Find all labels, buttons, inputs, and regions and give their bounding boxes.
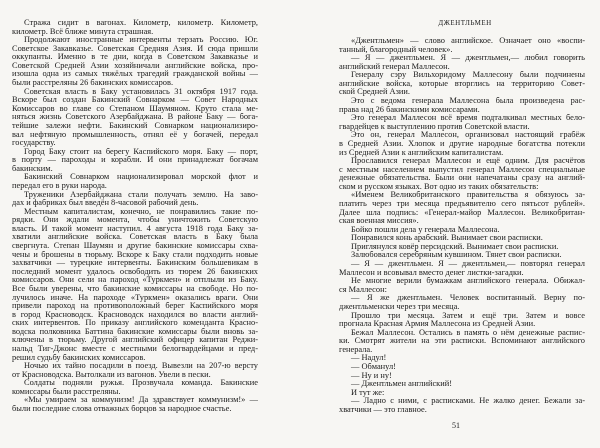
text-line: Советское Закавказье. Советская Средняя Азия. И сюда пришли (12, 44, 258, 53)
text-line: Солдаты подняли ружья. Прозвучала команда. Бакинские (24, 379, 258, 388)
text-line: комиссаров. Они сели на пароход «Туркмен» и отплыли из Баку. (12, 276, 258, 285)
paragraph (12, 362, 258, 379)
text-line: права над 26 бакинскими комиссарами. (339, 105, 480, 114)
text-line: бакинским. (12, 164, 53, 173)
text-line: Не многие верили бумажкам английского генерала. Обижал- (351, 277, 585, 286)
paragraph (339, 234, 585, 243)
paragraph (339, 131, 585, 157)
text-line: — Ну и ну! (351, 371, 392, 380)
text-line: Стража сидит в вагонах. Километр, километр. Километр, (24, 19, 258, 27)
page-number: 51 (452, 421, 460, 430)
text-line: Бежал Маллесон. Остались в память о нём денежные распис- (351, 328, 585, 337)
paragraph (339, 71, 585, 97)
text-line: свергнута. Степан Шаумян и другие бакинские комиссары схва- (12, 242, 258, 251)
text-line: Бакинский Совнарком национализировал морской флот и (24, 173, 258, 182)
paragraph (339, 354, 585, 363)
text-line: английские войска, которые вторглись на территорию Совет- (339, 79, 585, 88)
text-line: Ночью их тайно посадили в поезд. Вывезли на 207-ю версту (24, 362, 258, 371)
right-page-body (339, 37, 585, 414)
text-line: из Средней Азии к английским капиталистам. (339, 148, 504, 157)
text-line: изошла одна из самых тяжёлых трагедий гражданской войны — (12, 70, 258, 79)
text-line: водска полковника Баттина бакинские комиссары были вновь за- (12, 327, 258, 336)
paragraph (12, 36, 258, 87)
text-line: — Ладно с ними, с расписками. Не жалко денег. Бежали за- (351, 397, 585, 406)
paragraph (339, 37, 585, 54)
text-line: чены и брошены в тюрьму. Вскоре к Баку стали подходить новые (12, 250, 258, 259)
text-line: Генералу сэру Вильхоридому Маллесону были подчинены (351, 71, 585, 80)
text-line: нальд Тиг-Джонс вместе с местными белогвардейцами и пред- (12, 344, 258, 353)
paragraph (339, 294, 585, 311)
text-line: танный, благородный человек». (339, 45, 453, 54)
text-line: — Обманул! (351, 362, 396, 371)
right-page (300, 0, 600, 448)
paragraph (339, 363, 585, 372)
paragraph (12, 19, 258, 36)
text-line: Советская власть в Баку установилась 31 октября 1917 года. (24, 87, 258, 96)
text-line: хватили английские войска. Советская власть в Баку была (12, 233, 258, 242)
text-line: Маллесон и всовывал вместо денег листки-загадки. (339, 268, 524, 277)
paragraph (339, 114, 585, 131)
text-line: — Джентльмен английский! (351, 380, 452, 389)
paragraph (339, 251, 585, 260)
running-head: ДЖЕНТЛЬМЕН (438, 19, 492, 27)
text-line: Это с ведома генерала Маллесона была произведена рас- (351, 97, 585, 106)
text-line: «Джентльмен» — слово английское. Означает оно «воспи- (351, 37, 585, 45)
text-line: Советской Средней Азии хозяйничали английские войска, про- (12, 61, 258, 70)
text-line: Приглянулся ковёр персидский. Вынимает свои расписки. (351, 242, 559, 251)
text-line: в город Красноводск. Красноводск находился во власти англий- (12, 310, 258, 319)
text-line: Местным капиталистам, конечно, не понравились такие по- (24, 207, 258, 216)
text-line: Понравился конь арабский. Вынимает свои расписки. (351, 234, 543, 243)
text-line: ском и русском языках. Вот одно из таких обязательств: (339, 182, 539, 191)
text-line: гвардейцев к выступлению против Советской власти. (339, 122, 530, 131)
text-line: джентльменски через три месяца. (339, 302, 460, 311)
text-line: привели пароход на противоположный берег Каспийского моря (12, 302, 258, 311)
paragraph (339, 277, 585, 294)
text-line: ской Средней Азии. (339, 88, 410, 97)
text-line: денежные обязательства. Были они напечатаны сразу на англий- (339, 174, 585, 183)
text-line: ки. Смотрят жители на эти расписки. Вспоминают английского (339, 337, 585, 346)
text-line: в Средней Азии. Хлопок и другие народные богатства потекли (339, 139, 585, 148)
text-line: Прославился генерал Маллесон и ещё одним. Для расчётов (351, 157, 585, 166)
text-line: генерала. (339, 345, 373, 354)
paragraph (339, 372, 585, 381)
text-line: Прошло три месяца. Затем и ещё три. Затем и вовсе (351, 311, 585, 320)
text-line: — Надул! (351, 354, 387, 363)
paragraph (339, 329, 585, 355)
text-line: километр. Всё ближе минута страшная. (12, 27, 154, 36)
text-line: — Я — джентльмен. Я — джентльмен,— любил говорить (351, 54, 585, 63)
text-line: ская военная миссия». (339, 217, 419, 226)
paragraph (339, 97, 585, 114)
text-line: Продолжают иностранные интервенты терзать Россию. Юг. (24, 36, 258, 45)
text-line: прогнала Красная Армия Маллесона из Средней Азии. (339, 320, 536, 329)
text-line: Город Баку стоит на берегу Каспийского моря. Баку — порт, (24, 147, 258, 156)
text-line: комиссары были расстреляны. (12, 387, 121, 396)
text-line: дах и фабриках был введён 8-часовой рабочий день. (12, 199, 199, 208)
paragraph (339, 389, 585, 398)
text-line: вал нефтяную промышленность, отнял её у богачей, передал (12, 130, 258, 139)
paragraph (339, 312, 585, 329)
text-line: платить через три месяца предъявителю сего пятьсот рублей». (339, 199, 585, 208)
text-line: Залюбовался серебряным кувшином. Тянет свои расписки. (351, 251, 562, 260)
text-line: оккупанты. Именно в те дни, когда в Советском Закавказье и (12, 53, 258, 62)
text-line: последний момент удалось освободить из тюрем 26 бакинских (12, 267, 258, 276)
paragraph (339, 260, 585, 277)
paragraph (339, 157, 585, 191)
text-line: были последние слова отважных борцов за народное счастье. (12, 405, 232, 414)
text-line: Комиссаров во главе со Степаном Шаумяном. Круто стала ме- (12, 104, 258, 113)
paragraph (12, 396, 258, 413)
paragraph (12, 208, 258, 362)
text-line: решил судьбу бакинских комиссаров. (12, 353, 146, 362)
paragraph (12, 173, 258, 190)
paragraph (339, 397, 585, 414)
text-line: лучилось иначе. На пароходе «Туркмен» оказались враги. Они (12, 293, 258, 302)
paragraph (12, 88, 258, 148)
text-line: рядки. Они ждали момента, чтобы уничтожить Советскую (12, 216, 258, 225)
text-line: Это генерал Маллесон всё время подталкивал местных бело- (351, 114, 585, 123)
paragraph (339, 54, 585, 71)
text-line: захватчики — турецкие интервенты. Бакинским большевикам в (12, 259, 258, 268)
text-line: с местным населением выпустил генерал Маллесон специальные (339, 165, 585, 174)
text-line: Труженики Азербайджана стали получать землю. На заво- (24, 190, 258, 199)
text-line: ся Маллесон: (339, 285, 387, 294)
paragraph (339, 380, 585, 389)
text-line: от Красноводска. Вытолкали из вагонов. Увели в пески. (12, 370, 211, 379)
text-line: передал его в руки народа. (12, 181, 107, 190)
paragraph (339, 226, 585, 235)
text-line: государству. (12, 139, 56, 148)
text-line: — Я же джентльмен. Человек воспитанный. Верну по- (351, 294, 585, 303)
text-line: Вскоре был создан Бакинский Совнарком — Совет Народных (12, 96, 258, 105)
text-line: няться жизнь Советского Азербайджана. В районе Баку — бога- (12, 113, 258, 122)
text-line: ских интервентов. По приказу английского коменданта Красно- (12, 319, 258, 328)
text-line: Все были уверены, что бакинские комиссары на свободе. Но по- (12, 284, 258, 293)
paragraph (339, 243, 585, 252)
text-line: в порту — пароходы и корабли. И они принадлежат богачам (12, 156, 258, 165)
paragraph (12, 148, 258, 174)
text-line: хватчики — это главное. (339, 405, 427, 414)
text-line: «Именем Великобританского правительства я обязуюсь за- (351, 191, 585, 200)
text-line: ключены в тюрьму. Другой английский офицер капитан Реджи- (12, 336, 258, 345)
text-line: Далее шла подпись: «Генерал-майор Маллесон. Великобритан- (339, 208, 585, 217)
text-line: тейшие залежи нефти. Бакинский Совнарком национализиро- (12, 121, 258, 130)
text-line: И тут же: (351, 388, 385, 397)
text-line: — Я — джентльмен. Я — джентльмен,— повторял генерал (351, 260, 585, 269)
text-line: английский генерал Маллесон. (339, 62, 450, 71)
paragraph (12, 379, 258, 396)
text-line: власть. И такой момент наступил. 4 августа 1918 года Баку за- (12, 224, 258, 233)
text-line: Бойко пошли дела у генерала Маллесона. (351, 225, 500, 234)
left-page-body (12, 19, 258, 414)
text-line: Это он, генерал Маллесон, организовал настоящий грабёж (351, 131, 585, 140)
text-line: «Мы умираем за коммунизм! Да здравствует коммунизм!» — (24, 396, 258, 405)
paragraph (339, 191, 585, 225)
paragraph (12, 191, 258, 208)
text-line: были расстреляны 26 бакинских комиссаров. (12, 79, 174, 88)
